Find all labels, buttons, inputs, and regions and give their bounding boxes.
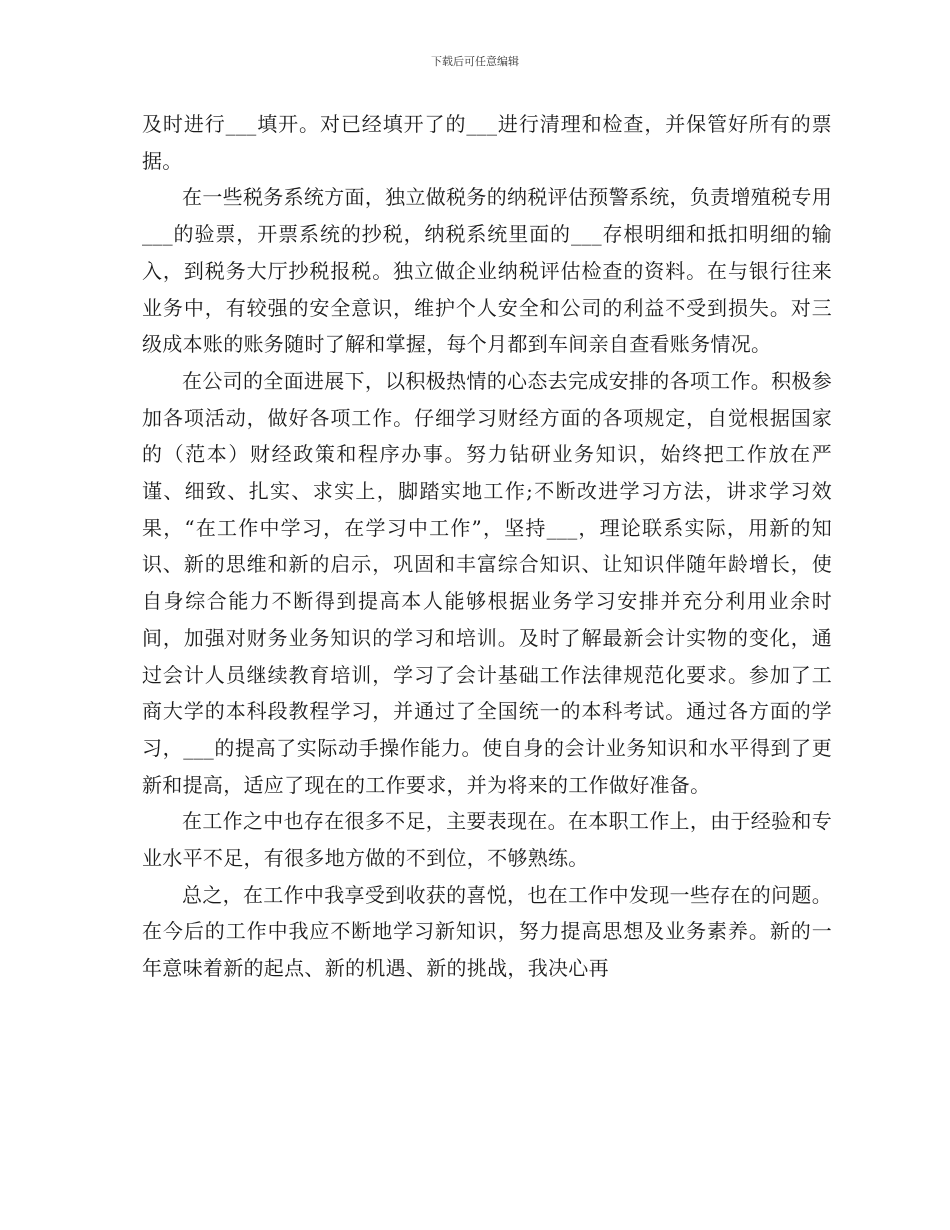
document-body — [142, 106, 832, 987]
paragraph-3: 在公司的全面进展下，以积极热情的心态去完成安排的各项工作。积极参加各项活动，做好各项工作。仔细学习财经方面的各项规定，自觉根据国家的（范本）财经政策和程序办事。努力钻研业务知识，始终把工作放在严谨、细致、扎实、求实上，脚踏实地工作;不断改进学习方法，讲求学习效果，“在工作中学习，在学习中工作”，坚持___，理论联系实际，用新的知识、新的思维和新的启示，巩固和丰富综合知识、让知识伴随年龄增长，使自身综合能力不断得到提高本人能够根据业务学习安排并充分利用业余时间，加强对财务业务知识的学习和培训。及时了解最新会计实物的变化，通过会计人员继续教育培训，学习了会计基础工作法律规范化要求。参加了工商大学的本科段教程学习，并通过了全国统一的本科考试。通过各方面的学习，___的提高了实际动手操作能力。使自身的会计业务知识和水平得到了更新和提高，适应了现在的工作要求，并为将来的工作做好准备。 — [142, 368, 832, 797]
paragraph-5: 总之，在工作中我享受到收获的喜悦，也在工作中发现一些存在的问题。在今后的工作中我应不断地学习新知识，努力提高思想及业务素养。新的一年意味着新的起点、新的机遇、新的挑战，我决心再 — [142, 882, 832, 981]
paragraph-4: 在工作之中也存在很多不足，主要表现在。在本职工作上，由于经验和专业水平不足，有很多地方做的不到位，不够熟练。 — [142, 809, 832, 871]
paragraph-2: 在一些税务系统方面，独立做税务的纳税评估预警系统，负责增殖税专用___的验票，开票系统的抄税，纳税系统里面的___存根明细和抵扣明细的输入，到税务大厅抄税报税。独立做企业纳税评估检查的资料。在与银行往来业务中，有较强的安全意识，维护个人安全和公司的利益不受到损失。对三级成本账的账务随时了解和掌握，每个月都到车间亲自查看账务情况。 — [142, 185, 832, 357]
page-header: 下载后可任意编辑 — [431, 55, 519, 68]
paragraph-1: 及时进行___填开。对已经填开了的___进行清理和检查，并保管好所有的票据。 — [142, 112, 832, 173]
